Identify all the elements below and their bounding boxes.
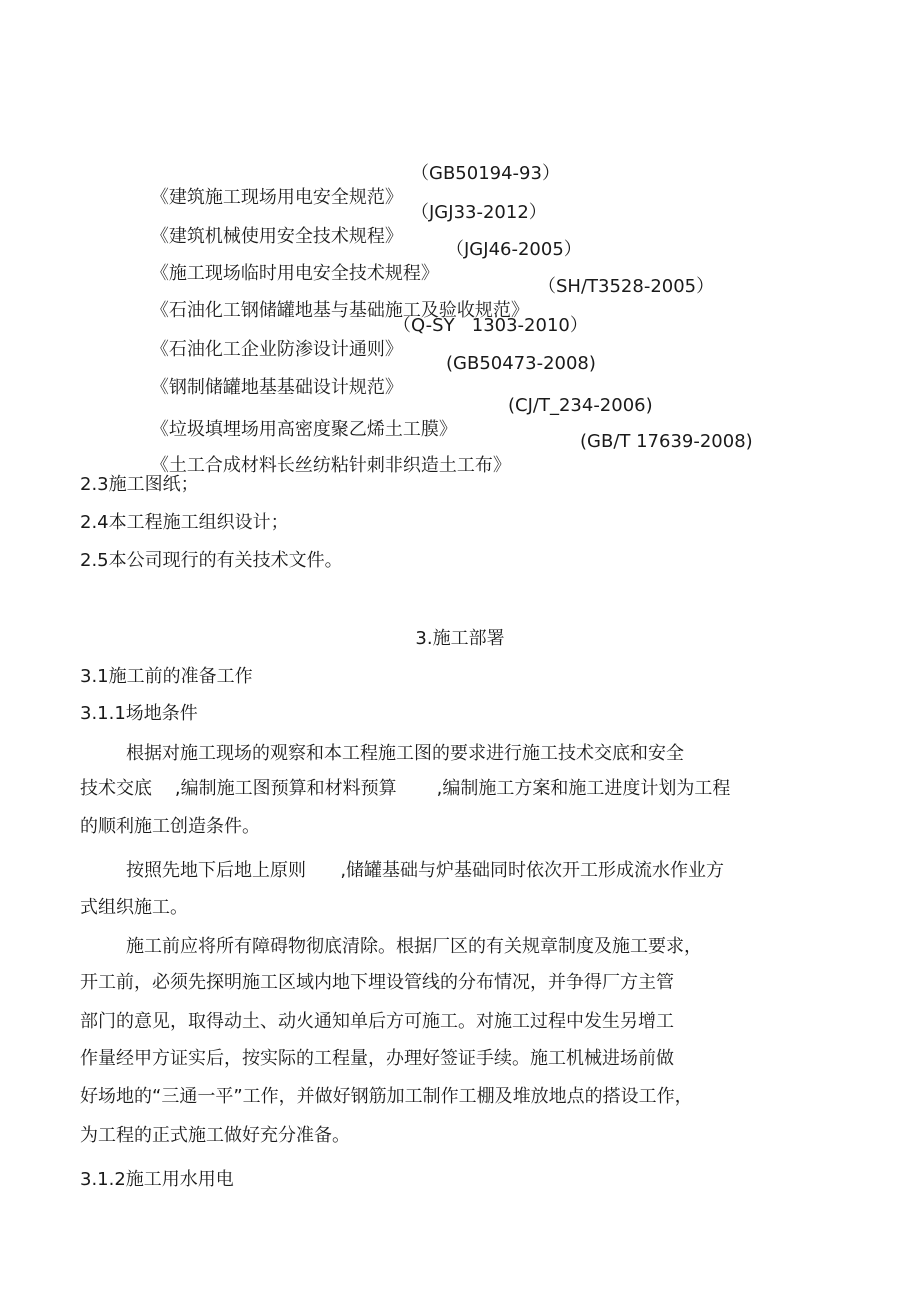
- standard-item: [128, 314, 588, 360]
- subsection-heading: 3.1施工前的准备工作: [80, 666, 253, 687]
- subsection-heading: 3.1.1场地条件: [80, 703, 198, 724]
- standard-item: [128, 275, 715, 321]
- standard-code: （JGJ33-2012）: [411, 202, 547, 223]
- paragraph-line: 技术交底 ,编制施工图预算和材料预算 ,编制施工方案和施工进度计划为工程: [80, 778, 731, 799]
- basis-item: 2.3施工图纸；: [80, 474, 199, 495]
- paragraph-line: 为工程的正式施工做好充分准备。: [80, 1125, 350, 1146]
- paragraph-line: 根据对施工现场的观察和本工程施工图的要求进行施工技术交底和安全: [126, 743, 684, 764]
- standard-code: （JGJ46-2005）: [446, 239, 582, 260]
- standard-code: (GB/T 17639-2008): [580, 431, 753, 452]
- standard-item: [128, 162, 560, 208]
- section-title: 3.施工部署: [415, 628, 505, 649]
- standard-name: 《钢制储罐地基基础设计规范》: [150, 377, 403, 398]
- standard-code: (CJ/T_234-2006): [508, 395, 653, 416]
- paragraph-line: 开工前，必须先探明施工区域内地下埋设管线的分布情况，并争得厂方主管: [80, 972, 674, 993]
- standard-name: 《建筑机械使用安全技术规程》: [150, 226, 403, 247]
- standard-code: （Q-SY 1303-2010）: [393, 315, 588, 336]
- standard-code: (GB50473-2008): [446, 353, 596, 374]
- standard-name: 《石油化工企业防渗设计通则》: [150, 339, 403, 360]
- paragraph-line: 施工前应将所有障碍物彻底清除。根据厂区的有关规章制度及施工要求，: [126, 936, 702, 957]
- paragraph-line: 的顺利施工创造条件。: [80, 816, 260, 837]
- standard-code: （SH/T3528-2005）: [538, 276, 715, 297]
- standard-name: 《石油化工钢储罐地基与基础施工及验收规范》: [150, 300, 529, 321]
- standard-item: [128, 430, 753, 476]
- paragraph-line: 好场地的“三通一平”工作，并做好钢筋加工制作工棚及堆放地点的搭设工作，: [80, 1086, 693, 1107]
- basis-item: 2.4本工程施工组织设计；: [80, 512, 289, 533]
- paragraph-line: 按照先地下后地上原则 ,储罐基础与炉基础同时依次开工形成流水作业方: [126, 860, 725, 881]
- standard-item: [128, 238, 582, 284]
- standard-item: [128, 201, 547, 247]
- paragraph-line: 式组织施工。: [80, 897, 188, 918]
- standard-item: [128, 394, 653, 440]
- paragraph-line: 作量经甲方证实后，按实际的工程量，办理好签证手续。施工机械进场前做: [80, 1048, 674, 1069]
- paragraph-line: 部门的意见，取得动土、动火通知单后方可施工。对施工过程中发生另增工: [80, 1011, 674, 1032]
- standard-name: 《垃圾填埋场用高密度聚乙烯土工膜》: [150, 419, 457, 440]
- standard-name: 《土工合成材料长丝纺粘针刺非织造土工布》: [150, 455, 511, 476]
- standard-name: 《建筑施工现场用电安全规范》: [150, 187, 403, 208]
- standard-item: [128, 352, 596, 398]
- basis-item: 2.5本公司现行的有关技术文件。: [80, 550, 343, 571]
- standard-code: （GB50194-93）: [411, 163, 560, 184]
- standard-name: 《施工现场临时用电安全技术规程》: [150, 263, 439, 284]
- subsection-heading: 3.1.2施工用水用电: [80, 1169, 234, 1190]
